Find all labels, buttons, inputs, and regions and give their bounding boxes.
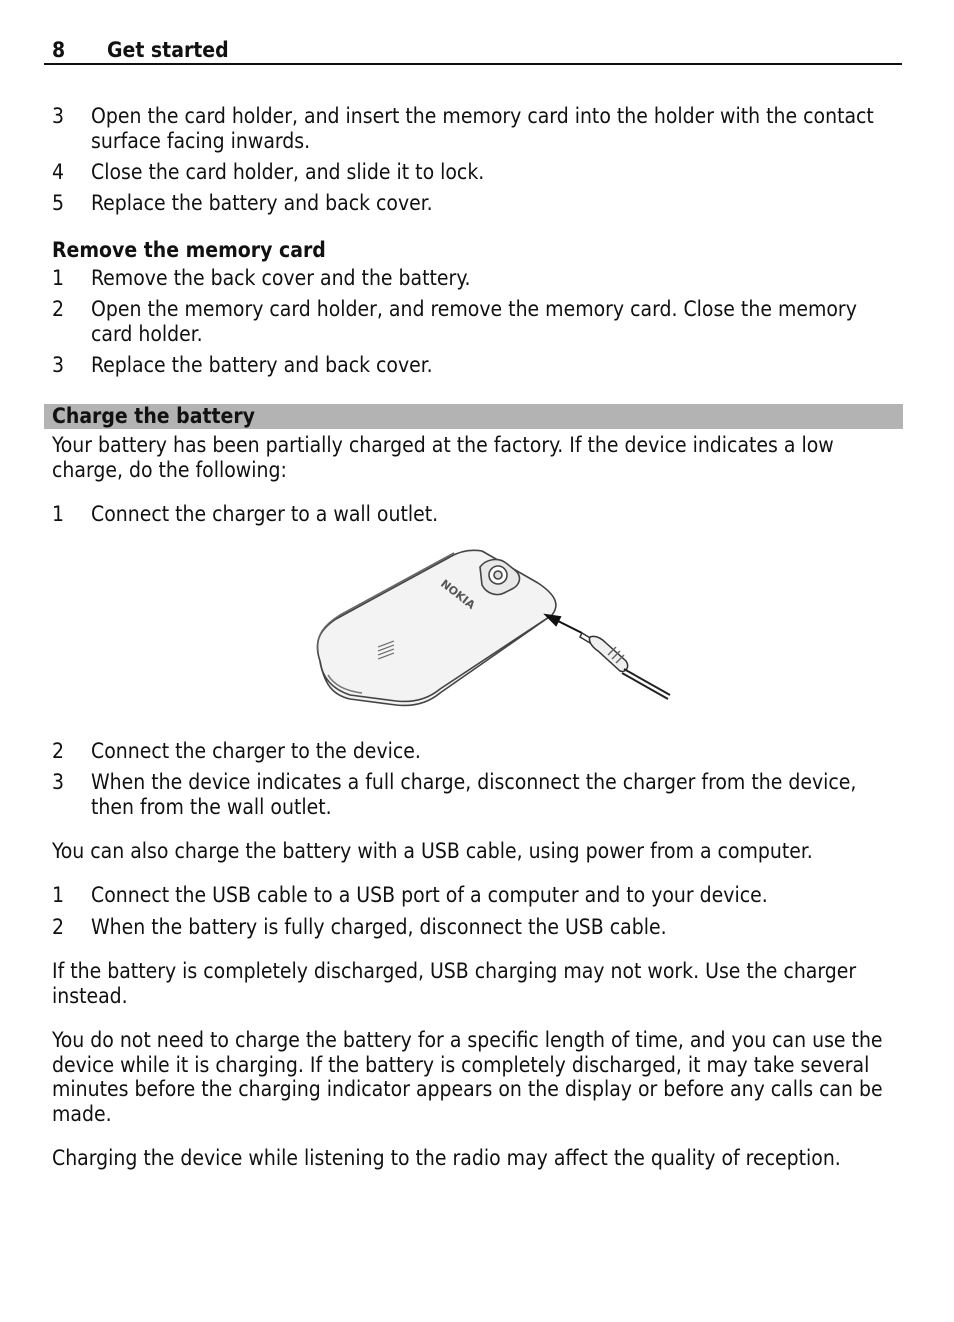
chapter-title: Get started	[107, 38, 229, 62]
step-number: 2	[52, 739, 65, 763]
step-text: When the battery is fully charged, disconnect the USB cable.	[91, 915, 667, 939]
step-text: When the device indicates a full charge, disconnect the charger from the device, then from the wall outlet.	[91, 770, 857, 819]
step-number: 5	[52, 191, 65, 215]
nokia-logo: NOKIA	[438, 577, 478, 612]
step-number: 3	[52, 770, 65, 794]
section-heading: Charge the battery	[52, 404, 255, 428]
paragraph: You can also charge the battery with a USB cable, using power from a computer.	[52, 839, 813, 863]
phone-charger-drawing	[310, 543, 680, 715]
paragraph: If the battery is completely discharged, USB charging may not work. Use the charger instead.	[52, 959, 857, 1008]
charger-illustration	[310, 543, 680, 715]
section-heading-bar	[44, 404, 903, 429]
step-text: Replace the battery and back cover.	[91, 191, 433, 215]
subsection-heading: Remove the memory card	[52, 238, 326, 262]
step-number: 4	[52, 160, 65, 184]
paragraph: Charging the device while listening to the radio may affect the quality of reception.	[52, 1146, 841, 1170]
step-number: 1	[52, 502, 65, 526]
step-text: Open the memory card holder, and remove the memory card. Close the memory card holder.	[91, 297, 857, 346]
step-text: Connect the charger to the device.	[91, 739, 421, 763]
step-number: 1	[52, 883, 65, 907]
step-number: 1	[52, 266, 65, 290]
step-text: Replace the battery and back cover.	[91, 353, 433, 377]
paragraph: Your battery has been partially charged at the factory. If the device indicates a low charge, do the following:	[52, 433, 834, 482]
step-number: 3	[52, 104, 65, 128]
step-number: 3	[52, 353, 65, 377]
step-text: Connect the USB cable to a USB port of a computer and to your device.	[91, 883, 768, 907]
page-header	[44, 36, 902, 65]
step-text: Connect the charger to a wall outlet.	[91, 502, 439, 526]
step-text: Remove the back cover and the battery.	[91, 266, 471, 290]
step-number: 2	[52, 915, 65, 939]
page-number: 8	[52, 38, 66, 62]
step-text: Close the card holder, and slide it to lock.	[91, 160, 485, 184]
paragraph: You do not need to charge the battery for a specific length of time, and you can use the device while it is charging. If the battery is completely discharged, it may take several minutes before the charging indicator appears on the display or before any calls can be made.	[52, 1028, 883, 1126]
step-text: Open the card holder, and insert the memory card into the holder with the contact surface facing inwards.	[91, 104, 874, 153]
step-number: 2	[52, 297, 65, 321]
